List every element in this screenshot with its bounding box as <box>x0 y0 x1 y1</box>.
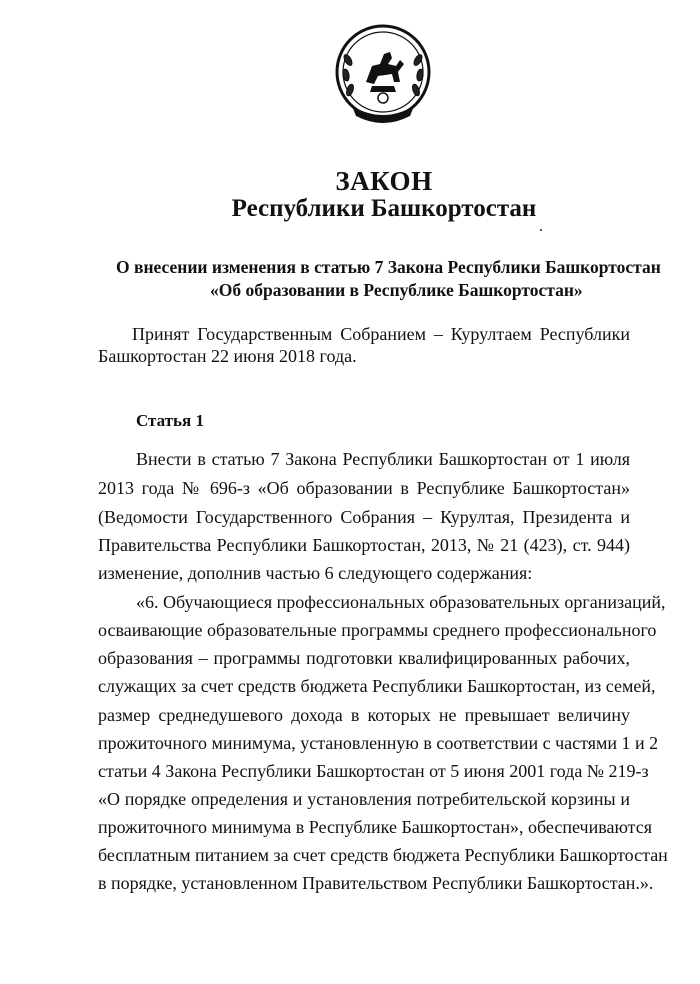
part6-text-line: образования – программы подготовки квалифицированных рабочих, <box>98 648 630 668</box>
part6-text-line: в порядке, установленном Правительством Республики Башкортостан.». <box>98 873 654 893</box>
coat-of-arms-icon <box>334 20 432 128</box>
document-title: ЗАКОН <box>335 166 433 196</box>
article-text-line: (Ведомости Государственного Собрания – Курултая, Президента и <box>98 507 630 527</box>
article-text-line: изменение, дополнив частью 6 следующего содержания: <box>98 563 533 583</box>
part6-text-line: прожиточного минимума, установленную в соответствии с частями 1 и 2 <box>98 733 659 753</box>
part6-text-line: размер среднедушевого дохода в которых не превышает величину <box>98 705 630 725</box>
part6-text-line: «О порядке определения и установления потребительской корзины и <box>98 789 630 809</box>
part6-text-line: осваивающие образовательные программы среднего профессионального <box>98 620 657 640</box>
part6-text-line: статьи 4 Закона Республики Башкортостан от 5 июня 2001 года № 219-з <box>98 761 649 781</box>
article-text-line: Правительства Республики Башкортостан, 2013, № 21 (423), ст. 944) <box>98 535 630 555</box>
part6-text-line: «6. Обучающиеся профессиональных образовательных организаций, <box>136 592 666 612</box>
article-heading: Статья 1 <box>136 411 204 430</box>
article-text-line: 2013 года № 696-з «Об образовании в Республике Башкортостан» <box>98 478 630 498</box>
law-subject-line-1: О внесении изменения в статью 7 Закона Республики Башкортостан <box>116 257 661 277</box>
part6-text-line: служащих за счет средств бюджета Республики Башкортостан, из семей, <box>98 676 656 696</box>
adoption-line-2: Башкортостан 22 июня 2018 года. <box>98 346 357 366</box>
article-text-line: Внести в статью 7 Закона Республики Башкортостан от 1 июля <box>136 449 630 469</box>
law-subject-line-2: «Об образовании в Республике Башкортостан» <box>210 280 583 300</box>
document-subtitle: Республики Башкортостан <box>231 195 537 222</box>
part6-text-line: прожиточного минимума в Республике Башкортостан», обеспечиваются <box>98 817 653 837</box>
scan-dot <box>540 229 542 231</box>
adoption-line-1: Принят Государственным Собранием – Курултаем Республики <box>132 324 630 344</box>
part6-text-line: бесплатным питанием за счет средств бюджета Республики Башкортостан <box>98 845 668 865</box>
